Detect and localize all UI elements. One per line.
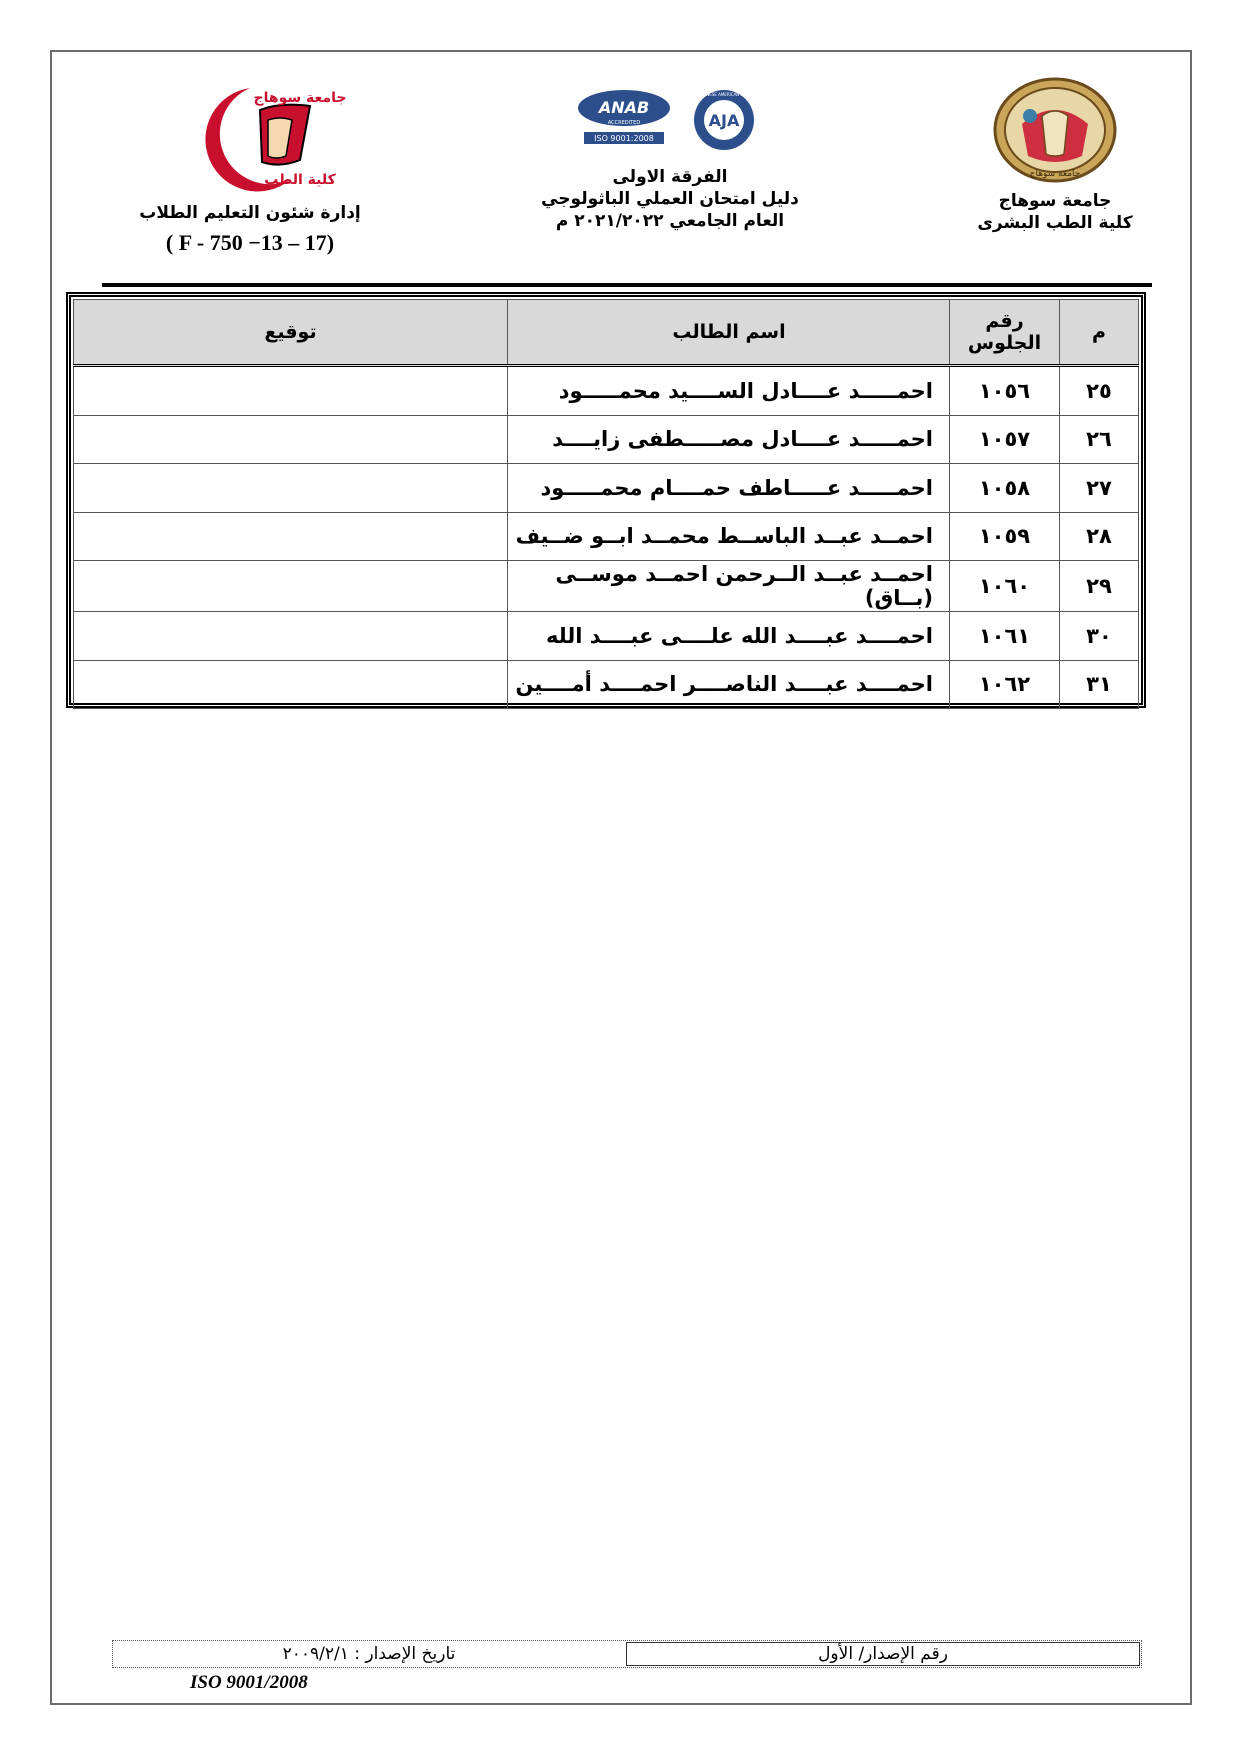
cell-serial: ٢٧ (1060, 464, 1139, 513)
header-divider (102, 283, 1152, 287)
table-row (74, 366, 1139, 416)
cell-student-name: احمـــــد عــــادل مصـــــطفى زايــــد (508, 415, 950, 464)
cell-serial: ٣٠ (1060, 612, 1139, 661)
cell-signature (74, 561, 508, 612)
cell-student-name: احمـــــد عـــــاطف حمــــام محمـــــود (508, 464, 950, 513)
cell-signature (74, 612, 508, 661)
cell-seat-number: ١٠٥٧ (950, 415, 1060, 464)
iso-standard: ISO 9001/2008 (190, 1672, 308, 1693)
faculty-name: كلية الطب البشرى (977, 213, 1133, 233)
cell-seat-number: ١٠٥٨ (950, 464, 1060, 513)
cell-seat-number: ١٠٦١ (950, 612, 1060, 661)
university-name: جامعة سوهاج (998, 191, 1112, 211)
svg-text:ANAB: ANAB (598, 98, 650, 117)
cell-serial: ٢٥ (1060, 366, 1139, 416)
university-seal-icon (992, 76, 1118, 184)
svg-text:جامعة سوهاج: جامعة سوهاج (253, 90, 347, 106)
cell-student-name: احمــد عبــد الباســط محمــد ابــو ضــيف (508, 512, 950, 561)
grade-level: الفرقة الاولى (612, 167, 728, 187)
students-table-frame (66, 292, 1146, 708)
table-header-row (74, 300, 1139, 366)
cell-serial: ٣١ (1060, 660, 1139, 709)
cell-student-name: احمـــــد عــــادل الســــيد محمـــــود (508, 366, 950, 416)
cell-seat-number: ١٠٥٦ (950, 366, 1060, 416)
issue-date: تاريخ الإصدار : ٢٠٠٩/٢/١ (282, 1644, 456, 1664)
office-block (100, 80, 400, 256)
header-seat-number: رقم الجلوس (950, 300, 1060, 366)
faculty-logo-icon (150, 80, 350, 198)
cell-signature (74, 366, 508, 416)
svg-text:ACCREDITED: ACCREDITED (607, 120, 641, 126)
svg-text:ISO 9001:2008: ISO 9001:2008 (594, 134, 654, 143)
cell-student-name: احمــــد عبــــد الناصــــر احمــــد أمــــين (508, 660, 950, 709)
cell-serial: ٢٩ (1060, 561, 1139, 612)
academic-year: العام الجامعي ٢٠٢١/٢٠٢٢ م (555, 211, 785, 231)
header-serial: م (1060, 300, 1139, 366)
anab-logo-icon (574, 88, 674, 152)
cell-serial: ٢٦ (1060, 415, 1139, 464)
cell-signature (74, 464, 508, 513)
aja-logo-icon (682, 88, 766, 152)
svg-text:AJA: AJA (708, 111, 740, 130)
cell-student-name: احمــــد عبــــد الله علــــى عبــــد الله (508, 612, 950, 661)
table-row (74, 415, 1139, 464)
cell-seat-number: ١٠٦٠ (950, 561, 1060, 612)
table-row (74, 561, 1139, 612)
header-student-name: اسم الطالب (508, 300, 950, 366)
exam-title-block (500, 88, 840, 232)
form-code: ( F - 750 −13 – 17) (165, 230, 335, 255)
table-row (74, 660, 1139, 709)
exam-guide-title: دليل امتحان العملي الباثولوجي (541, 189, 799, 209)
university-block (935, 76, 1175, 234)
cell-student-name: احمــد عبــد الــرحمن احمــد موســى (بــاق) (508, 561, 950, 612)
accreditation-logos (500, 88, 840, 152)
student-affairs-office: إدارة شئون التعليم الطلاب (139, 203, 361, 223)
footer-box (112, 1640, 1142, 1668)
svg-text:جامعة سوهاج: جامعة سوهاج (1029, 169, 1081, 179)
issue-number: رقم الإصدار/ الأول (626, 1642, 1140, 1666)
cell-signature (74, 415, 508, 464)
header-signature: توقيع (74, 300, 508, 366)
table-row (74, 512, 1139, 561)
students-table (73, 299, 1139, 709)
svg-text:ANGLO JAPANESE AMERICAN REGIST: ANGLO JAPANESE AMERICAN REGISTRARS (682, 92, 766, 97)
svg-text:كلية الطب: كلية الطب (264, 172, 336, 188)
table-row (74, 464, 1139, 513)
cell-signature (74, 512, 508, 561)
table-row (74, 612, 1139, 661)
cell-serial: ٢٨ (1060, 512, 1139, 561)
cell-signature (74, 660, 508, 709)
cell-seat-number: ١٠٥٩ (950, 512, 1060, 561)
cell-seat-number: ١٠٦٢ (950, 660, 1060, 709)
